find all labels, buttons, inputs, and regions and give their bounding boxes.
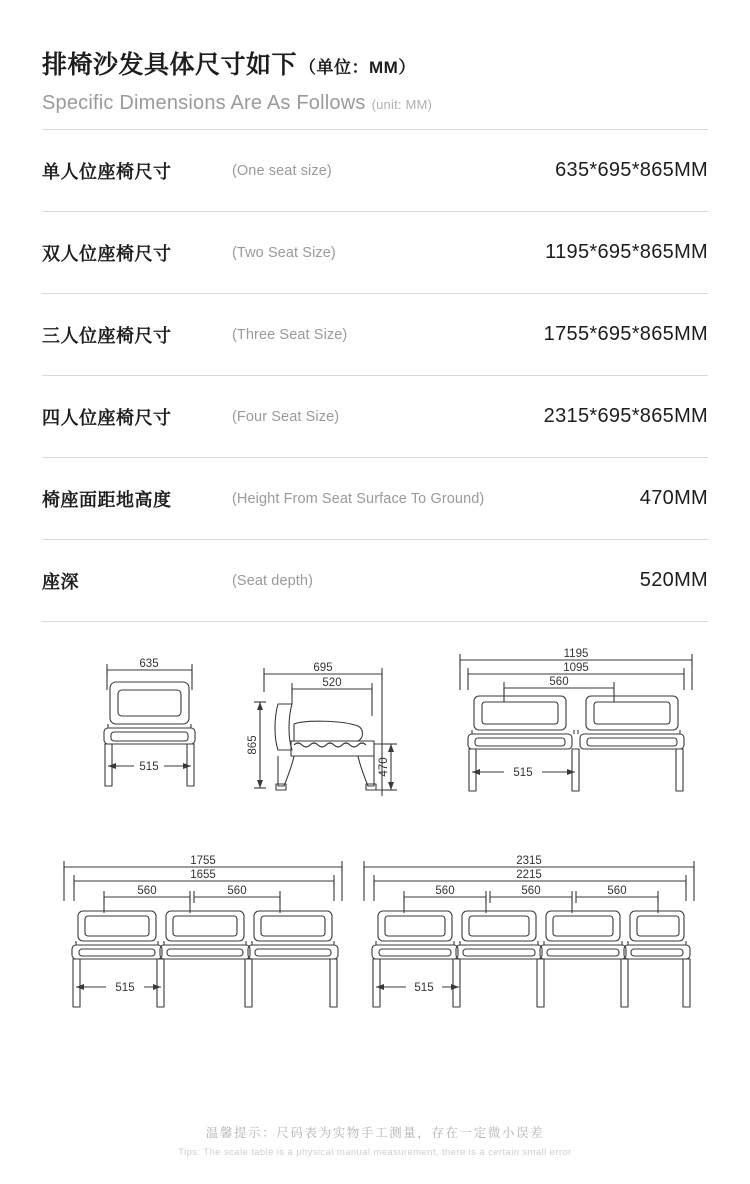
drawing-side-view (247, 662, 397, 796)
spec-value: 470MM (639, 487, 708, 509)
spec-label-cn: 双人位座椅尺寸 (42, 243, 172, 264)
technical-drawings (42, 646, 708, 1054)
spec-value: 635*695*865MM (555, 159, 708, 181)
spec-value: 520MM (639, 569, 708, 591)
spec-label-en: (Height From Seat Surface To Ground) (232, 490, 485, 507)
specifications-table (42, 129, 708, 622)
table-row (42, 294, 708, 376)
spec-label-cn: 三人位座椅尺寸 (42, 325, 172, 346)
spec-label-cn: 四人位座椅尺寸 (42, 407, 172, 428)
table-row (42, 458, 708, 540)
dimension-four-base: 515 (414, 982, 434, 994)
dimension-seat-depth: 520 (322, 677, 342, 689)
dimension-three-seat-a: 560 (137, 885, 157, 897)
dimension-two-total: 1195 (563, 648, 589, 660)
dimension-four-seat-c: 560 (607, 885, 627, 897)
spec-label-en: (Two Seat Size) (232, 244, 336, 261)
page-subtitle-unit-en: (unit: MM) (371, 97, 433, 112)
drawing-four-seat-front (364, 855, 694, 1007)
drawing-two-seat-front (460, 648, 692, 791)
dimension-four-seat-b: 560 (521, 885, 541, 897)
spec-value: 2315*695*865MM (543, 405, 708, 427)
dimension-two-seat: 560 (549, 676, 569, 688)
dimension-two-inner: 1095 (563, 662, 589, 674)
dimension-three-base: 515 (115, 982, 135, 994)
drawing-three-seat-front (64, 855, 342, 1007)
spec-value: 1195*695*865MM (545, 241, 708, 263)
table-row (42, 130, 708, 212)
drawing-single-seat-front (104, 658, 195, 786)
table-row (42, 212, 708, 294)
drawings-row-bottom (42, 849, 708, 1054)
spec-label-en: (One seat size) (232, 162, 332, 179)
spec-label-en: (Seat depth) (232, 572, 313, 589)
table-row (42, 376, 708, 458)
spec-sheet-page (0, 50, 750, 1184)
spec-label-cn: 椅座面距地高度 (42, 489, 172, 510)
dimension-four-total: 2315 (516, 855, 542, 867)
dimension-seat-height: 470 (378, 757, 390, 777)
spec-label-cn: 座深 (42, 571, 79, 592)
footer-note-en: Tips: The scale table is a physical manual measurement, there is a certain small error (178, 1147, 572, 1158)
dimension-three-total: 1755 (190, 855, 216, 867)
dimension-side-depth: 695 (313, 662, 333, 674)
spec-label-en: (Three Seat Size) (232, 326, 348, 343)
dimension-single-base: 515 (139, 761, 159, 773)
drawings-row-top (42, 646, 708, 831)
dimension-four-inner: 2215 (516, 869, 542, 881)
dimension-four-seat-a: 560 (435, 885, 455, 897)
page-subtitle-en: Specific Dimensions Are As Follows (42, 92, 366, 114)
dimension-single-width: 635 (139, 658, 159, 670)
page-title-unit-cn: （单位：MM） (299, 58, 416, 77)
table-row (42, 540, 708, 622)
dimension-total-height: 865 (247, 735, 259, 755)
dimension-two-base: 515 (513, 767, 533, 779)
footer-note-cn: 温馨提示：尺码表为实物手工测量，存在一定微小误差 (205, 1126, 545, 1140)
dimension-three-inner: 1655 (190, 869, 216, 881)
dimension-three-seat-b: 560 (227, 885, 247, 897)
footer-note (0, 1123, 750, 1158)
page-title-cn: 排椅沙发具体尺寸如下 (42, 51, 298, 79)
page-title (42, 50, 708, 80)
spec-label-en: (Four Seat Size) (232, 408, 340, 425)
spec-value: 1755*695*865MM (543, 323, 708, 345)
spec-label-cn: 单人位座椅尺寸 (42, 161, 172, 182)
page-subtitle (42, 92, 708, 115)
